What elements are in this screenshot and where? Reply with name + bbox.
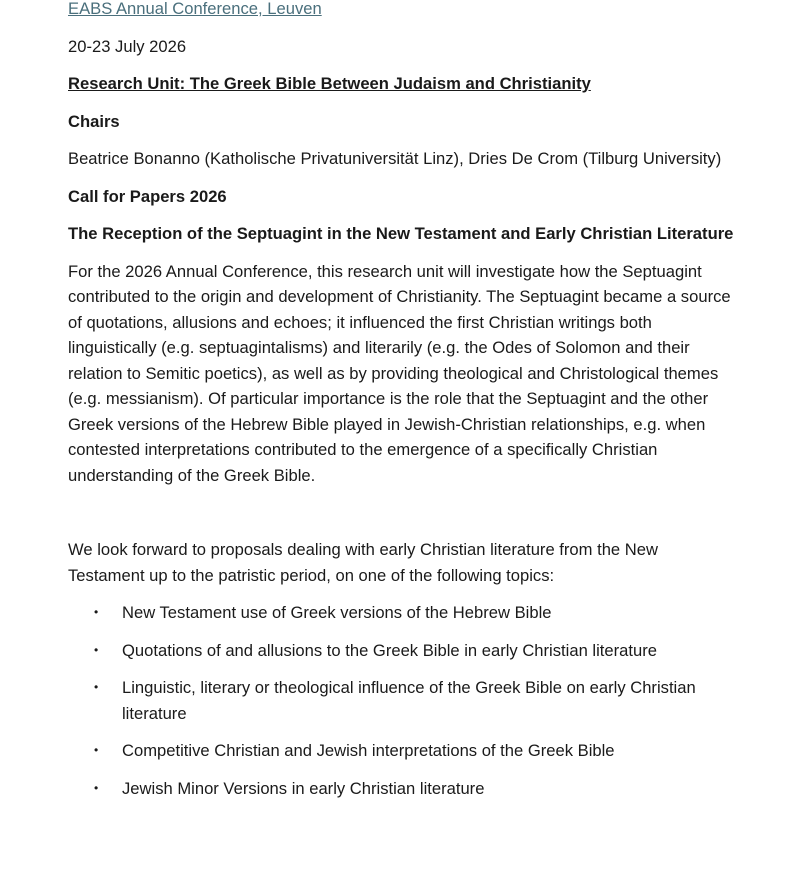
article-body: [68, 0, 738, 813]
list-item: [94, 600, 738, 626]
chairs-names: Beatrice Bonanno (Katholische Privatuniversität Linz), Dries De Crom (Tilburg University): [68, 149, 722, 168]
proposals-intro: We look forward to proposals dealing with early Christian literature from the New Testament up to the patristic period, on one of the following topics:: [68, 540, 658, 585]
conference-link[interactable]: EABS Annual Conference, Leuven: [68, 0, 322, 18]
research-unit-title: Research Unit: The Greek Bible Between Judaism and Christianity: [68, 74, 591, 93]
topic-text: Jewish Minor Versions in early Christian literature: [122, 778, 485, 798]
cfp-intro: For the 2026 Annual Conference, this research unit will investigate how the Septuagint contributed to the origin and development of Christianity. The Septuagint became a source of quotations, allusions and echoes; it influenced the first Christian writings both linguistically (e.g. septuagintalisms) and literarily (e.g. the Odes of Solomon and their relation to Semitic poetics), as well as by providing theological and Christological themes (e.g. messianism). Of particular importance is the role that the Septuagint and the other Greek versions of the Hebrew Bible played in Jewish-Christian relationships, e.g. when contested interpretations contributed to the emergence of a specifically Christian understanding of the Greek Bible.: [68, 261, 731, 485]
list-item: [94, 675, 738, 726]
topic-text: Linguistic, literary or theological influence of the Greek Bible on early Christian literature: [122, 678, 696, 723]
list-item: [94, 738, 738, 764]
cfp-title: The Reception of the Septuagint in the New Testament and Early Christian Literature: [68, 224, 734, 243]
cfp-heading: Call for Papers 2026: [68, 186, 227, 206]
chairs-heading: Chairs: [68, 111, 120, 131]
conference-link-line: [68, 0, 738, 22]
spacer: [68, 500, 738, 537]
bullet-icon: •: [94, 780, 99, 795]
topic-text: Competitive Christian and Jewish interpretations of the Greek Bible: [122, 741, 615, 760]
list-item: [94, 776, 738, 802]
research-unit-line: [68, 71, 738, 97]
bullet-icon: •: [94, 743, 99, 757]
conference-dates: 20-23 July 2026: [68, 36, 187, 56]
bullet-icon: •: [94, 642, 99, 657]
bullet-icon: •: [94, 680, 99, 694]
topics-list: [68, 600, 738, 801]
list-item: [94, 638, 738, 664]
bullet-icon: •: [94, 605, 99, 619]
topic-text: New Testament use of Greek versions of the Hebrew Bible: [122, 603, 552, 622]
topic-text: Quotations of and allusions to the Greek Bible in early Christian literature: [122, 640, 657, 660]
